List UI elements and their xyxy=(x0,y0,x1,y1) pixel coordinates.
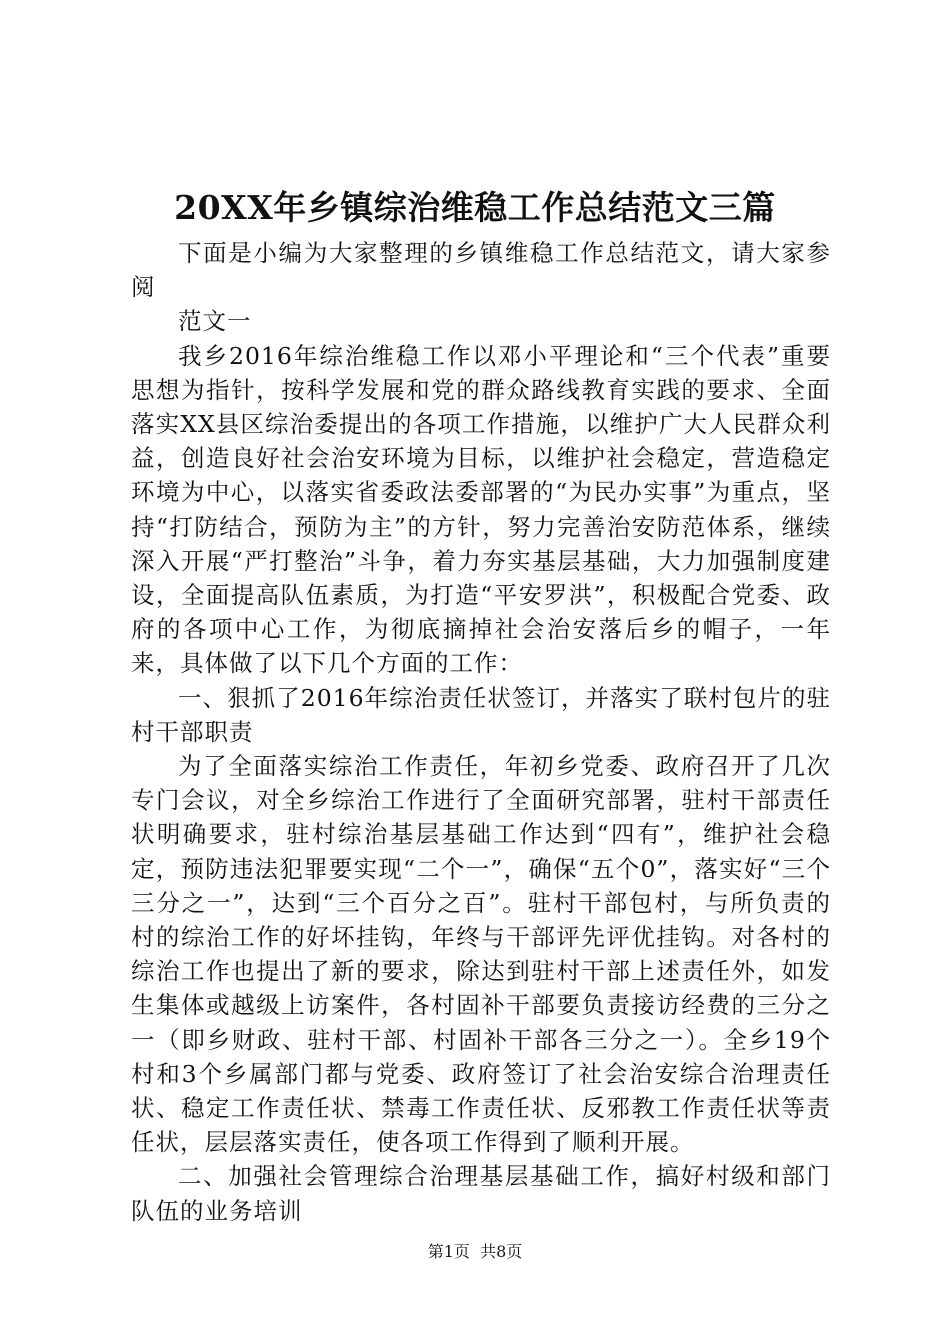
section-heading: 一、狠抓了2016年综治责任状签订，并落实了联村包片的驻村干部职责 xyxy=(131,683,831,746)
section-label: 范文一 xyxy=(178,307,252,336)
document-body xyxy=(131,236,831,1228)
document-title: 20XX年乡镇综治维稳工作总结范文三篇 xyxy=(174,188,776,227)
body-paragraph: 我乡2016年综治维稳工作以邓小平理论和“三个代表”重要思想为指针，按科学发展和党的群众路线教育实践的要求、全面落实XX县区综治委提出的各项工作措施，以维护广大人民群众利益，创造良好社会治安环境为目标，以维护社会稳定，营造稳定环境为中心，以落实省委政法委部署的“为民办实事”为重点，坚持“打防结合，预防为主”的方针，努力完善治安防范体系，继续深入开展“严打整治”斗争，着力夯实基层基础，大力加强制度建设，全面提高队伍素质，为打造“平安罗洪”，积极配合党委、政府的各项中心工作，为彻底摘掉社会治安落后乡的帽子，一年来，具体做了以下几个方面的工作： xyxy=(131,341,831,678)
intro-paragraph: 下面是小编为大家整理的乡镇维稳工作总结范文，请大家参阅 xyxy=(131,239,831,302)
page-footer: 第1页 共8页 xyxy=(427,1242,523,1261)
section-heading: 二、加强社会管理综合治理基层基础工作，搞好村级和部门队伍的业务培训 xyxy=(131,1162,831,1225)
body-paragraph: 为了全面落实综治工作责任，年初乡党委、政府召开了几次专门会议，对全乡综治工作进行了全面研究部署，驻村干部责任状明确要求，驻村综治基层基础工作达到“四有”，维护社会稳定，预防违法犯罪要实现“二个一”，确保“五个0”，落实好“三个三分之一”，达到“三个百分之百”。驻村干部包村，与所负责的村的综治工作的好坏挂钩，年终与干部评先评优挂钩。对各村的综治工作也提出了新的要求，除达到驻村干部上述责任外，如发生集体或越级上访案件，各村固补干部要负责接访经费的三分之一（即乡财政、驻村干部、村固补干部各三分之一）。全乡19个村和3个乡属部门都与党委、政府签订了社会治安综合治理责任状、稳定工作责任状、禁毒工作责任状、反邪教工作责任状等责任状，层层落实责任，使各项工作得到了顺利开展。 xyxy=(131,752,831,1157)
